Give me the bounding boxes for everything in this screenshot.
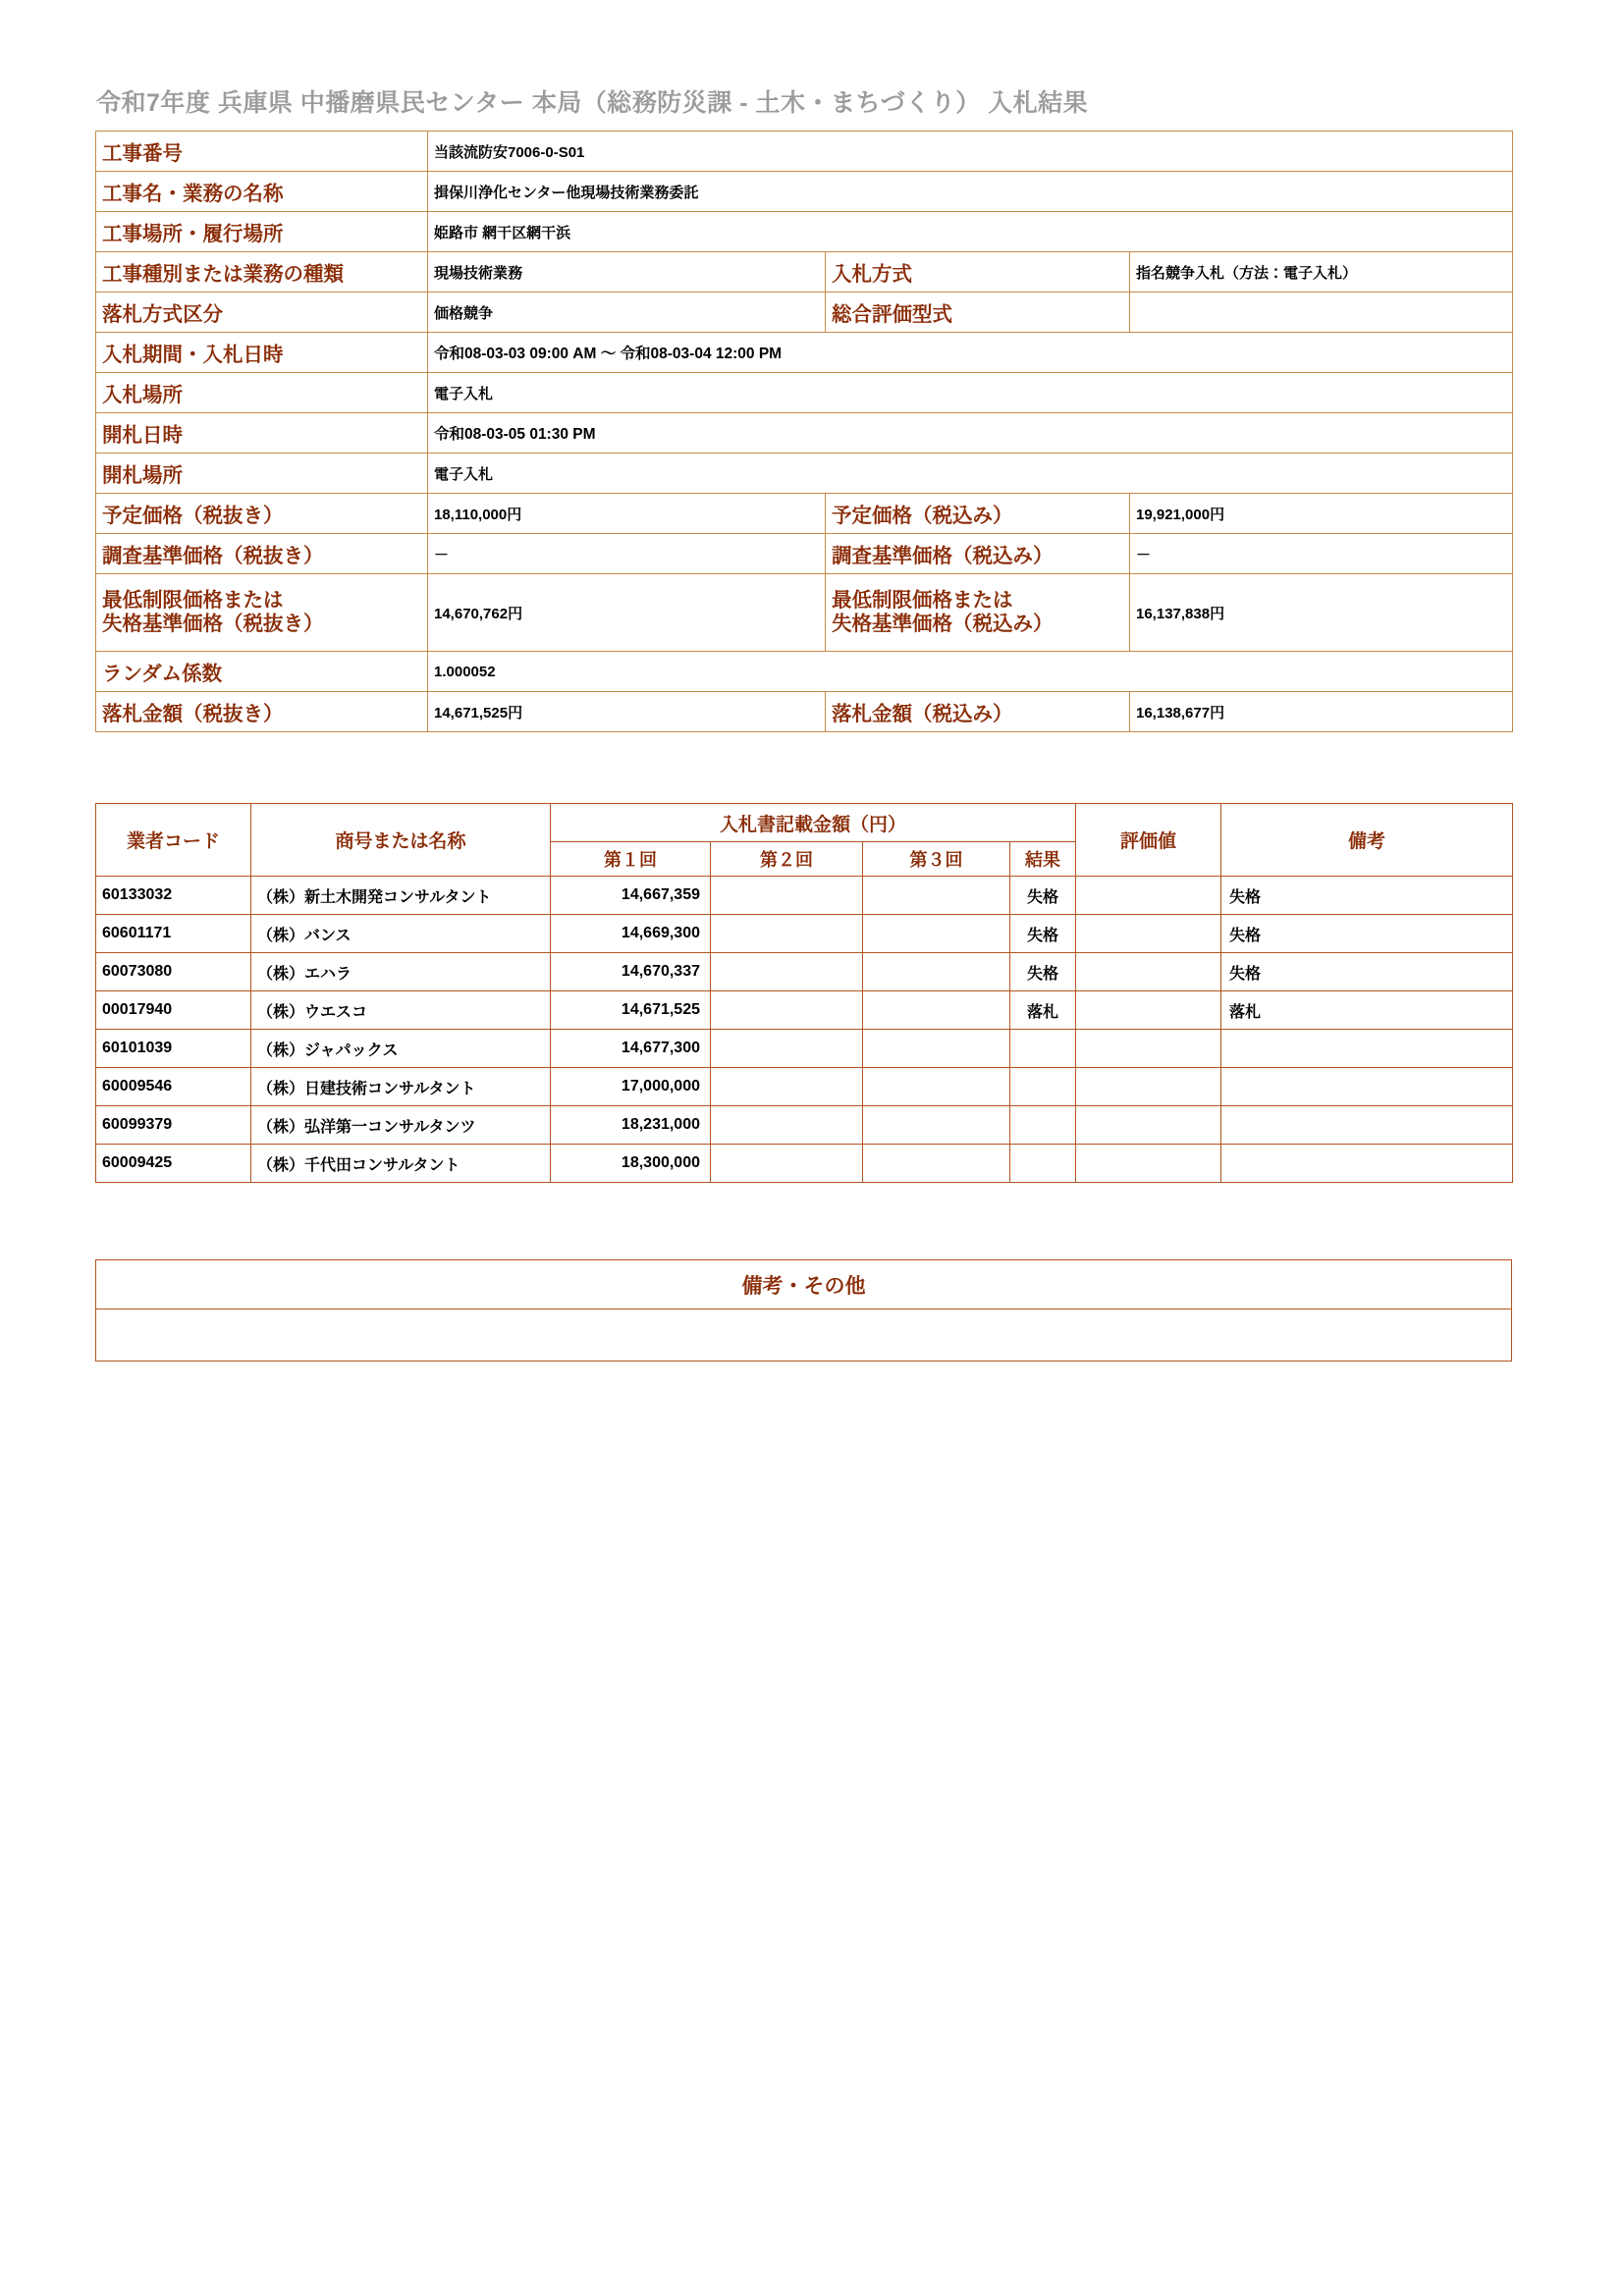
header-round-3: 第３回	[863, 842, 1010, 877]
label-rakusatsu-kubun: 落札方式区分	[96, 293, 428, 333]
cell-round-3	[863, 877, 1010, 915]
header-nyusatsusho-kingaku: 入札書記載金額（円）	[551, 804, 1076, 842]
cell-round-3	[863, 953, 1010, 991]
cell-round-2	[711, 877, 863, 915]
cell-round-1: 18,300,000	[551, 1145, 711, 1183]
cell-shogo-meisho: （株）日建技術コンサルタント	[251, 1068, 551, 1106]
label-kaisatsu-nichiji: 開札日時	[96, 413, 428, 454]
header-biko: 備考	[1221, 804, 1513, 877]
cell-kekka: 失格	[1010, 953, 1076, 991]
value-kaisatsu-basho: 電子入札	[428, 454, 1513, 494]
label-saitei-seigen-zeinuki-line2: 失格基準価格（税抜き）	[102, 613, 324, 635]
label-yotei-kakaku-zeikomi: 予定価格（税込み）	[826, 494, 1130, 534]
cell-round-1: 14,667,359	[551, 877, 711, 915]
table-row	[96, 1106, 1513, 1145]
cell-gyosha-code: 60099379	[96, 1106, 251, 1145]
label-koji-shubetsu: 工事種別または業務の種類	[96, 252, 428, 293]
summary-row-nyusatsu-basho	[96, 373, 1513, 413]
summary-row-yotei-kakaku	[96, 494, 1513, 534]
cell-shogo-meisho: （株）千代田コンサルタント	[251, 1145, 551, 1183]
header-kekka: 結果	[1010, 842, 1076, 877]
summary-row-shubetsu	[96, 252, 1513, 293]
cell-biko	[1221, 1106, 1513, 1145]
label-saitei-seigen-zeikomi-line2: 失格基準価格（税込み）	[832, 613, 1054, 635]
label-kaisatsu-basho: 開札場所	[96, 454, 428, 494]
cell-biko	[1221, 1030, 1513, 1068]
cell-round-1: 18,231,000	[551, 1106, 711, 1145]
label-yotei-kakaku-zeinuki: 予定価格（税抜き）	[96, 494, 428, 534]
summary-row-koji-bango	[96, 132, 1513, 172]
cell-shogo-meisho: （株）ウエスコ	[251, 991, 551, 1030]
summary-row-kaisatsu-nichiji	[96, 413, 1513, 454]
table-row	[96, 877, 1513, 915]
cell-hyokachi	[1076, 991, 1221, 1030]
cell-biko: 落札	[1221, 991, 1513, 1030]
table-row	[96, 1145, 1513, 1183]
value-kaisatsu-nichiji: 令和08-03-05 01:30 PM	[428, 413, 1513, 454]
value-koji-bango: 当該流防安7006-0-S01	[428, 132, 1513, 172]
cell-gyosha-code: 60601171	[96, 915, 251, 953]
cell-gyosha-code: 60009425	[96, 1145, 251, 1183]
value-koji-shubetsu: 現場技術業務	[428, 252, 826, 293]
cell-biko	[1221, 1145, 1513, 1183]
cell-kekka	[1010, 1030, 1076, 1068]
label-koji-basho: 工事場所・履行場所	[96, 212, 428, 252]
summary-row-saitei-seigen	[96, 574, 1513, 652]
label-saitei-seigen-zeikomi-line1: 最低制限価格または	[832, 588, 1013, 612]
summary-row-random-keisu	[96, 652, 1513, 692]
table-row	[96, 991, 1513, 1030]
value-koji-basho: 姫路市 網干区網干浜	[428, 212, 1513, 252]
header-gyosha-code: 業者コード	[96, 804, 251, 877]
label-chosa-kijun-zeinuki: 調査基準価格（税抜き）	[96, 534, 428, 574]
cell-shogo-meisho: （株）弘洋第一コンサルタンツ	[251, 1106, 551, 1145]
cell-kekka	[1010, 1145, 1076, 1183]
label-rakusatsu-kingaku-zeinuki: 落札金額（税抜き）	[96, 692, 428, 732]
cell-round-1: 17,000,000	[551, 1068, 711, 1106]
value-yotei-kakaku-zeikomi: 19,921,000円	[1130, 494, 1513, 534]
cell-round-2	[711, 1106, 863, 1145]
label-nyusatsu-hoshiki: 入札方式	[826, 252, 1130, 293]
label-saitei-seigen-zeinuki-line1: 最低制限価格または	[102, 588, 284, 612]
cell-hyokachi	[1076, 1030, 1221, 1068]
table-row	[96, 915, 1513, 953]
cell-kekka: 失格	[1010, 877, 1076, 915]
cell-round-1: 14,677,300	[551, 1030, 711, 1068]
value-rakusatsu-kingaku-zeikomi: 16,138,677円	[1130, 692, 1513, 732]
label-sogo-hyoka: 総合評価型式	[826, 293, 1130, 333]
label-koji-mei: 工事名・業務の名称	[96, 172, 428, 212]
label-nyusatsu-kikan: 入札期間・入札日時	[96, 333, 428, 373]
table-row	[96, 1068, 1513, 1106]
value-rakusatsu-kubun: 価格競争	[428, 293, 826, 333]
cell-biko: 失格	[1221, 953, 1513, 991]
cell-hyokachi	[1076, 1068, 1221, 1106]
bidders-header-row-1	[96, 804, 1513, 842]
cell-round-1: 14,671,525	[551, 991, 711, 1030]
value-random-keisu: 1.000052	[428, 652, 1513, 692]
remarks-body-row	[96, 1309, 1512, 1362]
summary-row-rakusatsu-kingaku	[96, 692, 1513, 732]
cell-hyokachi	[1076, 877, 1221, 915]
label-random-keisu: ランダム係数	[96, 652, 428, 692]
value-nyusatsu-hoshiki: 指名競争入札（方法：電子入札）	[1130, 252, 1513, 293]
value-saitei-seigen-zeikomi: 16,137,838円	[1130, 574, 1513, 652]
summary-row-chosa-kijun	[96, 534, 1513, 574]
cell-kekka: 失格	[1010, 915, 1076, 953]
cell-round-2	[711, 1145, 863, 1183]
label-nyusatsu-basho: 入札場所	[96, 373, 428, 413]
cell-round-2	[711, 953, 863, 991]
label-koji-bango: 工事番号	[96, 132, 428, 172]
table-row	[96, 953, 1513, 991]
cell-kekka	[1010, 1106, 1076, 1145]
value-nyusatsu-basho: 電子入札	[428, 373, 1513, 413]
header-round-1: 第１回	[551, 842, 711, 877]
cell-biko: 失格	[1221, 915, 1513, 953]
header-hyokachi: 評価値	[1076, 804, 1221, 877]
label-saitei-seigen-zeikomi	[826, 574, 1130, 652]
cell-round-3	[863, 1068, 1010, 1106]
value-chosa-kijun-zeikomi: －	[1130, 534, 1513, 574]
value-sogo-hyoka	[1130, 293, 1513, 333]
cell-round-2	[711, 1068, 863, 1106]
cell-round-2	[711, 1030, 863, 1068]
cell-hyokachi	[1076, 953, 1221, 991]
cell-round-2	[711, 915, 863, 953]
cell-gyosha-code: 60133032	[96, 877, 251, 915]
cell-gyosha-code: 60101039	[96, 1030, 251, 1068]
summary-row-basho	[96, 212, 1513, 252]
cell-biko: 失格	[1221, 877, 1513, 915]
value-yotei-kakaku-zeinuki: 18,110,000円	[428, 494, 826, 534]
summary-row-kaisatsu-basho	[96, 454, 1513, 494]
remarks-table	[95, 1259, 1512, 1362]
summary-row-nyusatsu-kikan	[96, 333, 1513, 373]
cell-round-1: 14,669,300	[551, 915, 711, 953]
bid-summary-table	[95, 131, 1513, 732]
value-biko-sonota	[96, 1309, 1512, 1362]
cell-shogo-meisho: （株）ジャパックス	[251, 1030, 551, 1068]
cell-round-1: 14,670,337	[551, 953, 711, 991]
cell-kekka: 落札	[1010, 991, 1076, 1030]
label-chosa-kijun-zeikomi: 調査基準価格（税込み）	[826, 534, 1130, 574]
value-nyusatsu-kikan: 令和08-03-03 09:00 AM ～ 令和08-03-04 12:00 PM	[428, 333, 1513, 373]
cell-shogo-meisho: （株）新土木開発コンサルタント	[251, 877, 551, 915]
cell-biko	[1221, 1068, 1513, 1106]
header-shogo-meisho: 商号または名称	[251, 804, 551, 877]
label-rakusatsu-kingaku-zeikomi: 落札金額（税込み）	[826, 692, 1130, 732]
cell-gyosha-code: 60009546	[96, 1068, 251, 1106]
cell-shogo-meisho: （株）エハラ	[251, 953, 551, 991]
cell-round-3	[863, 1106, 1010, 1145]
value-chosa-kijun-zeinuki: －	[428, 534, 826, 574]
cell-round-3	[863, 915, 1010, 953]
value-rakusatsu-kingaku-zeinuki: 14,671,525円	[428, 692, 826, 732]
cell-round-3	[863, 1030, 1010, 1068]
header-biko-sonota: 備考・その他	[96, 1260, 1512, 1309]
cell-round-3	[863, 991, 1010, 1030]
table-row	[96, 1030, 1513, 1068]
cell-hyokachi	[1076, 915, 1221, 953]
remarks-header-row	[96, 1260, 1512, 1309]
page-title: 令和7年度 兵庫県 中播磨県民センター 本局（総務防災課 - 土木・まちづくり） 入札結果	[96, 89, 1089, 117]
cell-gyosha-code: 60073080	[96, 953, 251, 991]
value-koji-mei: 揖保川浄化センター他現場技術業務委託	[428, 172, 1513, 212]
cell-round-2	[711, 991, 863, 1030]
cell-round-3	[863, 1145, 1010, 1183]
summary-row-koji-mei	[96, 172, 1513, 212]
header-round-2: 第２回	[711, 842, 863, 877]
cell-gyosha-code: 00017940	[96, 991, 251, 1030]
cell-shogo-meisho: （株）バンス	[251, 915, 551, 953]
value-saitei-seigen-zeinuki: 14,670,762円	[428, 574, 826, 652]
cell-kekka	[1010, 1068, 1076, 1106]
cell-hyokachi	[1076, 1145, 1221, 1183]
summary-row-rakusatsu-kubun	[96, 293, 1513, 333]
cell-hyokachi	[1076, 1106, 1221, 1145]
label-saitei-seigen-zeinuki	[96, 574, 428, 652]
bidders-table	[95, 803, 1513, 1183]
